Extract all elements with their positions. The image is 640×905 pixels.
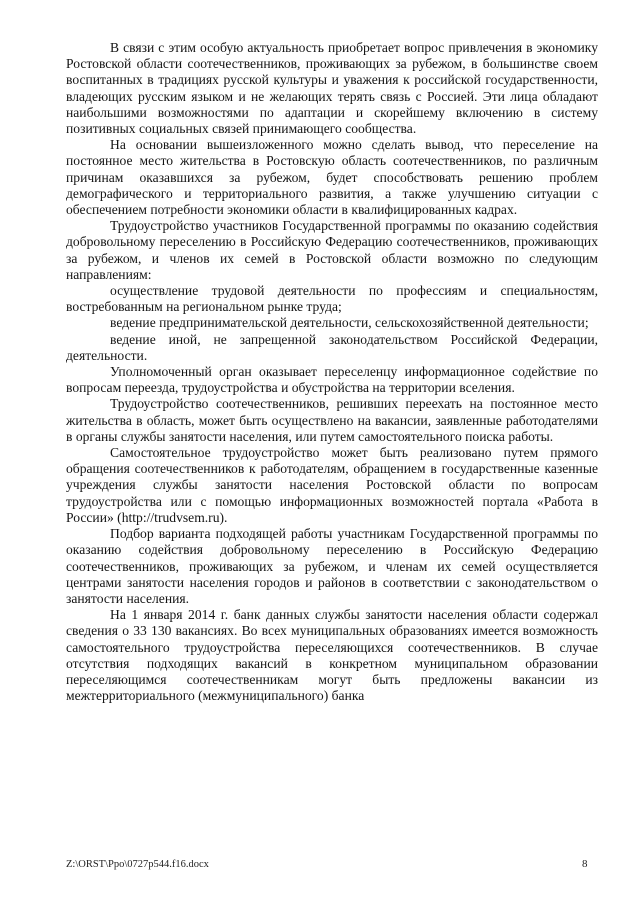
paragraph-8: На 1 января 2014 г. банк данных службы занятости населения области содержал сведения о 33 130 вакансиях. Во всех муниципальных образованиях имеется возможность самостоятельного трудоустройства переселяющихся соотечественников. В случае отсутствия подходящих вакансий в конкретном муниципальном образовании переселяющимся соотечественникам могут быть предложены вакансии из межтерриториального (межмуниципального) банка xyxy=(66,607,598,704)
paragraph-7: Подбор варианта подходящей работы участникам Государственной программы по оказанию содействия добровольному переселению в Российскую Федерацию соотечественников, проживающих за рубежом, и членам их семей осуществляется центрами занятости населения городов и районов в соответствии с законодательством о занятости населения. xyxy=(66,526,598,606)
footer-file-path: Z:\ORST\Ppo\0727p544.f16.docx xyxy=(66,859,209,870)
paragraph-3: Трудоустройство участников Государственной программы по оказанию содействия добровольному переселению в Российскую Федерацию соотечественников, проживающих за рубежом, и членов их семей в Ростовской области возможно по следующим направлениям: xyxy=(66,218,598,282)
list-item-3: ведение иной, не запрещенной законодательством Российской Федерации, деятельности. xyxy=(66,331,598,363)
document-body xyxy=(66,40,598,704)
list-item-2: ведение предпринимательской деятельности, сельскохозяйственной деятельности; xyxy=(110,315,589,331)
paragraph-5: Трудоустройство соотечественников, решивших переехать на постоянное место жительства в область, может быть осуществлено на вакансии, заявленные работодателями в органы службы занятости населения, или путем самостоятельного поиска работы. xyxy=(66,396,598,444)
footer-page-number: 8 xyxy=(582,858,588,870)
list-item-1: осуществление трудовой деятельности по профессиям и специальностям, востребованным на региональном рынке труда; xyxy=(66,283,598,315)
paragraph-1: В связи с этим особую актуальность приобретает вопрос привлечения в экономику Ростовской области соотечественников, проживающих за рубежом, в большинстве своем воспитанных в традициях русской культуры и уважения к российской государственности, владеющих русским языком и не желающих терять связь с Россией. Эти лица обладают наибольшими возможностями по адаптации и скорейшему включению в систему позитивных социальных связей принимающего сообщества. xyxy=(66,40,598,137)
paragraph-4: Уполномоченный орган оказывает переселенцу информационное содействие по вопросам переезда, трудоустройства и обустройства на территории вселения. xyxy=(66,364,598,396)
paragraph-6: Самостоятельное трудоустройство может быть реализовано путем прямого обращения соотечественников к работодателям, обращением в государственные казенные учреждения службы занятости населения Ростовской области по вопросам трудоустройства или с помощью информационных возможностей портала «Работа в России» (http://trudvsem.ru). xyxy=(66,445,598,525)
paragraph-2: На основании вышеизложенного можно сделать вывод, что переселение на постоянное место жительства в Ростовскую область соотечественников, по различным причинам оказавшихся за рубежом, будет способствовать решению проблем демографического и территориального развития, а также улучшению ситуации с обеспечением потребности экономики области в квалифицированных кадрах. xyxy=(66,137,598,218)
